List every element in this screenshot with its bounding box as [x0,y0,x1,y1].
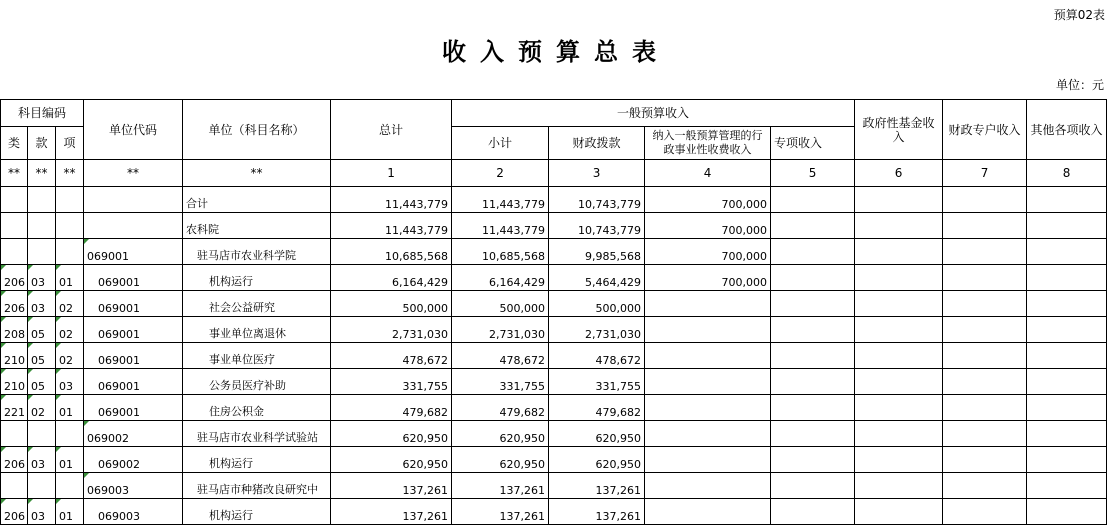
cell-total: 11,443,779 [331,213,452,239]
cell-subtotal: 6,164,429 [452,265,549,291]
index-cell: 8 [1027,160,1107,187]
cell-xiang [56,421,84,447]
cell-lei: 208 [1,317,28,343]
cell-total: 479,682 [331,395,452,421]
index-cell: ** [56,160,84,187]
cell-subtotal: 137,261 [452,473,549,499]
cell-fiscal-account [943,447,1027,473]
cell-fiscal: 478,672 [549,343,645,369]
cell-fiscal-account [943,187,1027,213]
cell-total: 137,261 [331,499,452,525]
cell-gov-fund [855,317,943,343]
header-general-budget: 一般预算收入 [452,100,855,127]
cell-fiscal: 137,261 [549,499,645,525]
cell-fiscal: 137,261 [549,473,645,499]
cell-other [1027,473,1107,499]
cell-fiscal-account [943,473,1027,499]
index-cell: 3 [549,160,645,187]
table-row [1,213,1107,239]
currency-unit: 单位：元 [1055,78,1104,92]
cell-admin-fee: 700,000 [645,213,771,239]
cell-kuan [28,473,56,499]
cell-xiang: 01 [56,447,84,473]
cell-special [771,291,855,317]
index-cell: ** [183,160,331,187]
cell-other [1027,239,1107,265]
cell-kuan: 02 [28,395,56,421]
cell-kuan [28,213,56,239]
cell-admin-fee [645,421,771,447]
table-row [1,421,1107,447]
cell-gov-fund [855,499,943,525]
cell-other [1027,343,1107,369]
cell-fiscal: 2,731,030 [549,317,645,343]
cell-other [1027,265,1107,291]
cell-subtotal: 620,950 [452,447,549,473]
cell-special [771,265,855,291]
cell-special [771,473,855,499]
index-cell: 1 [331,160,452,187]
cell-lei: 206 [1,291,28,317]
cell-special [771,187,855,213]
cell-gov-fund [855,395,943,421]
cell-fiscal-account [943,369,1027,395]
cell-xiang: 02 [56,317,84,343]
cell-subtotal: 500,000 [452,291,549,317]
index-cell: 2 [452,160,549,187]
cell-total: 2,731,030 [331,317,452,343]
table-row [1,265,1107,291]
cell-kuan [28,421,56,447]
cell-other [1027,291,1107,317]
cell-fiscal-account [943,265,1027,291]
cell-admin-fee [645,395,771,421]
cell-subtotal: 331,755 [452,369,549,395]
cell-total: 331,755 [331,369,452,395]
cell-lei: 206 [1,499,28,525]
column-index-row [1,160,1107,187]
cell-admin-fee [645,447,771,473]
cell-other [1027,369,1107,395]
cell-special [771,239,855,265]
revenue-budget-table [0,99,1107,525]
cell-xiang: 01 [56,265,84,291]
cell-total: 500,000 [331,291,452,317]
cell-other [1027,187,1107,213]
cell-subtotal: 2,731,030 [452,317,549,343]
cell-lei [1,213,28,239]
table-row [1,447,1107,473]
cell-xiang [56,473,84,499]
cell-xiang [56,239,84,265]
cell-gov-fund [855,265,943,291]
cell-lei: 221 [1,395,28,421]
header-lei: 类 [1,127,28,160]
cell-special [771,395,855,421]
cell-kuan: 05 [28,369,56,395]
cell-admin-fee [645,499,771,525]
cell-kuan: 03 [28,447,56,473]
cell-fiscal: 9,985,568 [549,239,645,265]
cell-other [1027,447,1107,473]
cell-kuan: 03 [28,499,56,525]
cell-subtotal: 10,685,568 [452,239,549,265]
header-subject-code: 科目编码 [1,100,84,127]
cell-code: 069002 [84,447,183,473]
cell-code: 069001 [84,317,183,343]
cell-lei [1,239,28,265]
cell-lei: 206 [1,447,28,473]
cell-name: 事业单位离退休 [183,317,331,343]
table-row [1,239,1107,265]
cell-fiscal-account [943,499,1027,525]
cell-admin-fee [645,343,771,369]
cell-kuan: 05 [28,343,56,369]
cell-code: 069001 [84,343,183,369]
cell-subtotal: 11,443,779 [452,213,549,239]
cell-fiscal-account [943,291,1027,317]
cell-total: 620,950 [331,421,452,447]
cell-fiscal: 479,682 [549,395,645,421]
cell-code [84,213,183,239]
cell-name: 机构运行 [183,447,331,473]
cell-name: 合计 [183,187,331,213]
index-cell: ** [84,160,183,187]
cell-lei: 206 [1,265,28,291]
index-cell: 4 [645,160,771,187]
cell-name: 农科院 [183,213,331,239]
table-row [1,473,1107,499]
header-xiang: 项 [56,127,84,160]
cell-special [771,213,855,239]
cell-admin-fee [645,317,771,343]
cell-subtotal: 479,682 [452,395,549,421]
cell-name: 机构运行 [183,265,331,291]
cell-subtotal: 478,672 [452,343,549,369]
header-unit-name: 单位（科目名称） [183,100,331,160]
cell-special [771,369,855,395]
cell-special [771,499,855,525]
cell-name: 公务员医疗补助 [183,369,331,395]
cell-kuan: 03 [28,291,56,317]
header-admin-fee: 纳入一般预算管理的行政事业性收费收入 [645,127,771,160]
header-total: 总计 [331,100,452,160]
cell-total: 6,164,429 [331,265,452,291]
table-row [1,369,1107,395]
header-other: 其他各项收入 [1027,100,1107,160]
cell-name: 驻马店市种猪改良研究中 [183,473,331,499]
cell-other [1027,421,1107,447]
cell-gov-fund [855,187,943,213]
table-row [1,395,1107,421]
table-row [1,317,1107,343]
cell-admin-fee: 700,000 [645,187,771,213]
cell-gov-fund [855,369,943,395]
header-special: 专项收入 [771,127,855,160]
cell-kuan: 03 [28,265,56,291]
cell-admin-fee [645,369,771,395]
cell-other [1027,317,1107,343]
cell-total: 10,685,568 [331,239,452,265]
cell-fiscal: 331,755 [549,369,645,395]
cell-other [1027,499,1107,525]
header-kuan: 款 [28,127,56,160]
cell-xiang [56,213,84,239]
cell-name: 驻马店市农业科学试验站 [183,421,331,447]
cell-lei: 210 [1,343,28,369]
cell-fiscal: 620,950 [549,447,645,473]
header-fiscal: 财政拨款 [549,127,645,160]
cell-gov-fund [855,239,943,265]
cell-name: 事业单位医疗 [183,343,331,369]
cell-kuan: 05 [28,317,56,343]
cell-subtotal: 620,950 [452,421,549,447]
cell-gov-fund [855,473,943,499]
cell-code: 069003 [84,499,183,525]
cell-code: 069001 [84,265,183,291]
cell-fiscal-account [943,213,1027,239]
cell-total: 11,443,779 [331,187,452,213]
index-cell: 6 [855,160,943,187]
cell-gov-fund [855,343,943,369]
cell-subtotal: 11,443,779 [452,187,549,213]
cell-admin-fee: 700,000 [645,265,771,291]
cell-name: 社会公益研究 [183,291,331,317]
cell-gov-fund [855,213,943,239]
cell-lei [1,187,28,213]
cell-total: 137,261 [331,473,452,499]
cell-admin-fee: 700,000 [645,239,771,265]
cell-fiscal-account [943,317,1027,343]
cell-xiang: 02 [56,291,84,317]
cell-special [771,421,855,447]
table-row [1,187,1107,213]
cell-kuan [28,239,56,265]
cell-admin-fee [645,291,771,317]
cell-lei: 210 [1,369,28,395]
cell-code: 069001 [84,395,183,421]
cell-fiscal: 10,743,779 [549,213,645,239]
cell-xiang: 03 [56,369,84,395]
cell-name: 机构运行 [183,499,331,525]
cell-kuan [28,187,56,213]
cell-fiscal: 10,743,779 [549,187,645,213]
cell-code [84,187,183,213]
cell-fiscal-account [943,239,1027,265]
cell-xiang: 01 [56,395,84,421]
cell-fiscal: 5,464,429 [549,265,645,291]
cell-code: 069001 [84,291,183,317]
cell-special [771,343,855,369]
cell-xiang: 02 [56,343,84,369]
cell-name: 驻马店市农业科学院 [183,239,331,265]
cell-total: 478,672 [331,343,452,369]
cell-code: 069003 [84,473,183,499]
cell-code: 069001 [84,239,183,265]
cell-fiscal: 620,950 [549,421,645,447]
header-fiscal-account: 财政专户收入 [943,100,1027,160]
cell-lei [1,473,28,499]
cell-name: 住房公积金 [183,395,331,421]
cell-xiang: 01 [56,499,84,525]
cell-code: 069001 [84,369,183,395]
cell-total: 620,950 [331,447,452,473]
cell-subtotal: 137,261 [452,499,549,525]
table-row [1,499,1107,525]
cell-fiscal-account [943,395,1027,421]
index-cell: 5 [771,160,855,187]
cell-fiscal-account [943,421,1027,447]
header-gov-fund: 政府性基金收入 [855,100,943,160]
table-row [1,343,1107,369]
cell-gov-fund [855,447,943,473]
header-unit-code: 单位代码 [84,100,183,160]
page-title: 收入预算总表 [442,37,670,66]
cell-special [771,447,855,473]
cell-lei [1,421,28,447]
index-cell: ** [28,160,56,187]
cell-special [771,317,855,343]
index-cell: ** [1,160,28,187]
cell-code: 069002 [84,421,183,447]
cell-fiscal: 500,000 [549,291,645,317]
cell-other [1027,213,1107,239]
cell-gov-fund [855,291,943,317]
table-row [1,291,1107,317]
cell-admin-fee [645,473,771,499]
cell-fiscal-account [943,343,1027,369]
cell-gov-fund [855,421,943,447]
form-number: 预算02表 [1053,8,1105,22]
cell-other [1027,395,1107,421]
index-cell: 7 [943,160,1027,187]
cell-xiang [56,187,84,213]
header-subtotal: 小计 [452,127,549,160]
